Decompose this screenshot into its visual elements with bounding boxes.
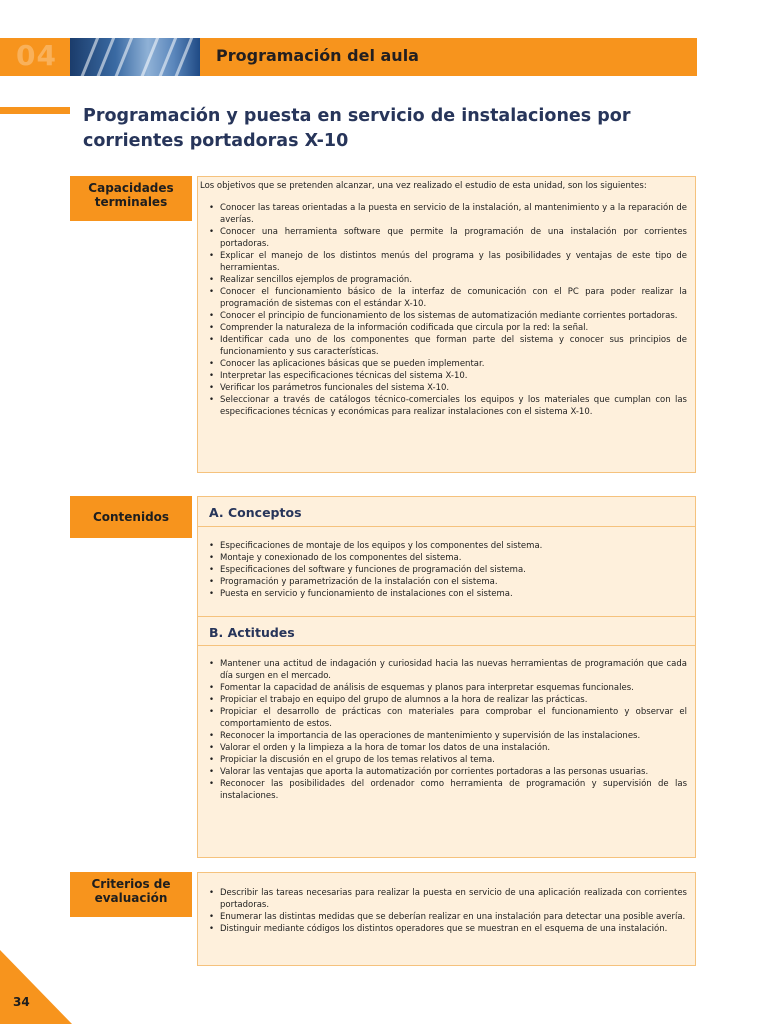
contenidos-label: Contenidos bbox=[70, 496, 192, 538]
list-item: • Especificaciones del software y funciones de programación del sistema. bbox=[208, 564, 687, 576]
list-item: • Valorar el orden y la limpieza a la hora de tomar los datos de una instalación. bbox=[208, 742, 687, 754]
list-item: • Montaje y conexionado de los componentes del sistema. bbox=[208, 552, 687, 564]
list-item: • Identificar cada uno de los componentes que forman parte del sistema y conocer sus principios de funcionamiento y sus características. bbox=[208, 334, 687, 358]
conceptos-list bbox=[198, 540, 695, 600]
list-item: • Interpretar las especificaciones técnicas del sistema X-10. bbox=[208, 370, 687, 382]
list-item: • Explicar el manejo de los distintos menús del programa y las posibilidades y ventajas de este tipo de herramientas. bbox=[208, 250, 687, 274]
list-item: • Conocer el funcionamiento básico de la interfaz de comunicación con el PC para poder realizar la programación de sistemas con el estándar X-10. bbox=[208, 286, 687, 310]
list-item: • Conocer el principio de funcionamiento de los sistemas de automatización mediante corrientes portadoras. bbox=[208, 310, 687, 322]
list-item: • Programación y parametrización de la instalación con el sistema. bbox=[208, 576, 687, 588]
section-title: Programación del aula bbox=[216, 46, 419, 65]
list-item: • Puesta en servicio y funcionamiento de instalaciones con el sistema. bbox=[208, 588, 687, 600]
list-item: • Describir las tareas necesarias para realizar la puesta en servicio de una aplicación realizada con corrientes portadoras. bbox=[208, 887, 687, 911]
list-item: • Reconocer la importancia de las operaciones de mantenimiento y supervisión de las instalaciones. bbox=[208, 730, 687, 742]
page-number: 34 bbox=[13, 995, 30, 1009]
capacidades-intro: Los objetivos que se pretenden alcanzar, una vez realizado el estudio de esta unidad, son los siguientes: bbox=[200, 181, 647, 191]
page-corner-triangle bbox=[0, 950, 72, 1024]
actitudes-heading: B. Actitudes bbox=[198, 616, 695, 646]
list-item: • Enumerar las distintas medidas que se deberían realizar en una instalación para detectar una posible avería. bbox=[208, 911, 687, 923]
capacidades-label: Capacidades terminales bbox=[70, 176, 192, 221]
list-item: • Realizar sencillos ejemplos de programación. bbox=[208, 274, 687, 286]
list-item: • Comprender la naturaleza de la información codificada que circula por la red: la señal. bbox=[208, 322, 687, 334]
list-item: • Distinguir mediante códigos los distintos operadores que se muestran en el esquema de una instalación. bbox=[208, 923, 687, 935]
contenidos-box bbox=[197, 496, 696, 858]
list-item: • Propiciar la discusión en el grupo de los temas relativos al tema. bbox=[208, 754, 687, 766]
list-item: • Conocer las tareas orientadas a la puesta en servicio de la instalación, al mantenimiento y a la reparación de averías. bbox=[208, 202, 687, 226]
criterios-box bbox=[197, 872, 696, 966]
chapter-number: 04 bbox=[16, 39, 57, 72]
conceptos-heading: A. Conceptos bbox=[198, 497, 695, 527]
list-item: • Conocer una herramienta software que permite la programación de una instalación por corrientes portadoras. bbox=[208, 226, 687, 250]
list-item: • Especificaciones de montaje de los equipos y los componentes del sistema. bbox=[208, 540, 687, 552]
title-accent-bar bbox=[0, 107, 70, 114]
list-item: • Seleccionar a través de catálogos técnico-comerciales los equipos y los materiales que cumplan con las especificaciones técnicas y económicas para realizar instalaciones con el sistema X-10. bbox=[208, 394, 687, 418]
header-photo-strip bbox=[70, 38, 200, 76]
criterios-label: Criterios de evaluación bbox=[70, 872, 192, 917]
criterios-list bbox=[198, 887, 695, 935]
page-title: Programación y puesta en servicio de instalaciones por corrientes portadoras X-10 bbox=[83, 106, 631, 151]
list-item: • Mantener una actitud de indagación y curiosidad hacia las nuevas herramientas de programación que cada día surgen en el mercado. bbox=[208, 658, 687, 682]
capacidades-box bbox=[197, 176, 696, 473]
list-item: • Conocer las aplicaciones básicas que se pueden implementar. bbox=[208, 358, 687, 370]
list-item: • Reconocer las posibilidades del ordenador como herramienta de programación y supervisión de las instalaciones. bbox=[208, 778, 687, 802]
list-item: • Fomentar la capacidad de análisis de esquemas y planos para interpretar esquemas funcionales. bbox=[208, 682, 687, 694]
list-item: • Verificar los parámetros funcionales del sistema X-10. bbox=[208, 382, 687, 394]
capacidades-list bbox=[198, 202, 695, 418]
list-item: • Propiciar el trabajo en equipo del grupo de alumnos a la hora de realizar las prácticas. bbox=[208, 694, 687, 706]
list-item: • Valorar las ventajas que aporta la automatización por corrientes portadoras a las personas usuarias. bbox=[208, 766, 687, 778]
actitudes-list bbox=[198, 658, 695, 802]
list-item: • Propiciar el desarrollo de prácticas con materiales para comprobar el funcionamiento y observar el comportamiento de estos. bbox=[208, 706, 687, 730]
